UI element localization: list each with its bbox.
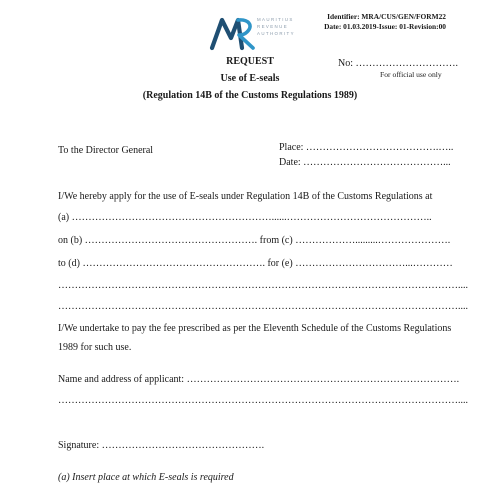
mra-logo-icon — [209, 11, 259, 51]
footnote-a: (a) Insert place at which E-seals is required — [58, 472, 234, 483]
form-identifier: Identifier: MRA/CUS/GEN/FORM22 — [327, 12, 446, 21]
addressee: To the Director General — [58, 145, 154, 156]
form-identifier-block — [324, 12, 446, 32]
field-d-e-line[interactable]: to (d) ………………………………………………. for (e) ……………………………...………… — [58, 258, 453, 269]
applicant-name-address-field[interactable]: Name and address of applicant: ………………………………………………………………………. — [58, 374, 460, 385]
form-regulation: (Regulation 14B of the Customs Regulations 1989) — [142, 90, 358, 101]
form-title: REQUEST — [226, 56, 274, 67]
logo-word-3: AUTHORITY — [257, 31, 295, 36]
logo-word-1: MAURITIUS — [257, 17, 294, 22]
signature-field[interactable]: Signature: …………………………………………. — [58, 440, 265, 451]
date-field[interactable]: Date: ……………………………………... — [279, 157, 451, 168]
logo-word-2: REVENUE — [257, 24, 289, 29]
field-b-c-line[interactable]: on (b) ……………………………………………. from (c) ……………….........…………………. — [58, 235, 451, 246]
logo-wordmark — [257, 16, 295, 37]
official-number-field[interactable]: No: …………………………. — [338, 58, 458, 69]
place-field[interactable]: Place: ………………………………….….. — [279, 142, 454, 153]
undertaking-line-1: I/We undertake to pay the fee prescribed as per the Eleventh Schedule of the Customs Regulations — [58, 323, 452, 334]
undertaking-line-2: 1989 for such use. — [58, 342, 132, 353]
official-use-note: For official use only — [380, 70, 442, 79]
blank-line-2[interactable]: ………………………………………………………………………………………………………….... — [58, 301, 468, 312]
application-statement: I/We hereby apply for the use of E-seals under Regulation 14B of the Customs Regulations at — [58, 191, 433, 202]
form-subtitle: Use of E-seals — [220, 73, 280, 84]
blank-line-1[interactable]: ………………………………………………………………………………………………………….... — [58, 280, 468, 291]
field-a-line[interactable]: (a) ……………………………………………………......…………………………………….. — [58, 212, 432, 223]
form-issue-date: Date: 01.03.2019-Issue: 01-Revision:00 — [324, 22, 446, 31]
applicant-continuation-line[interactable]: ………………………………………………………………………………………………………….... — [58, 395, 468, 406]
